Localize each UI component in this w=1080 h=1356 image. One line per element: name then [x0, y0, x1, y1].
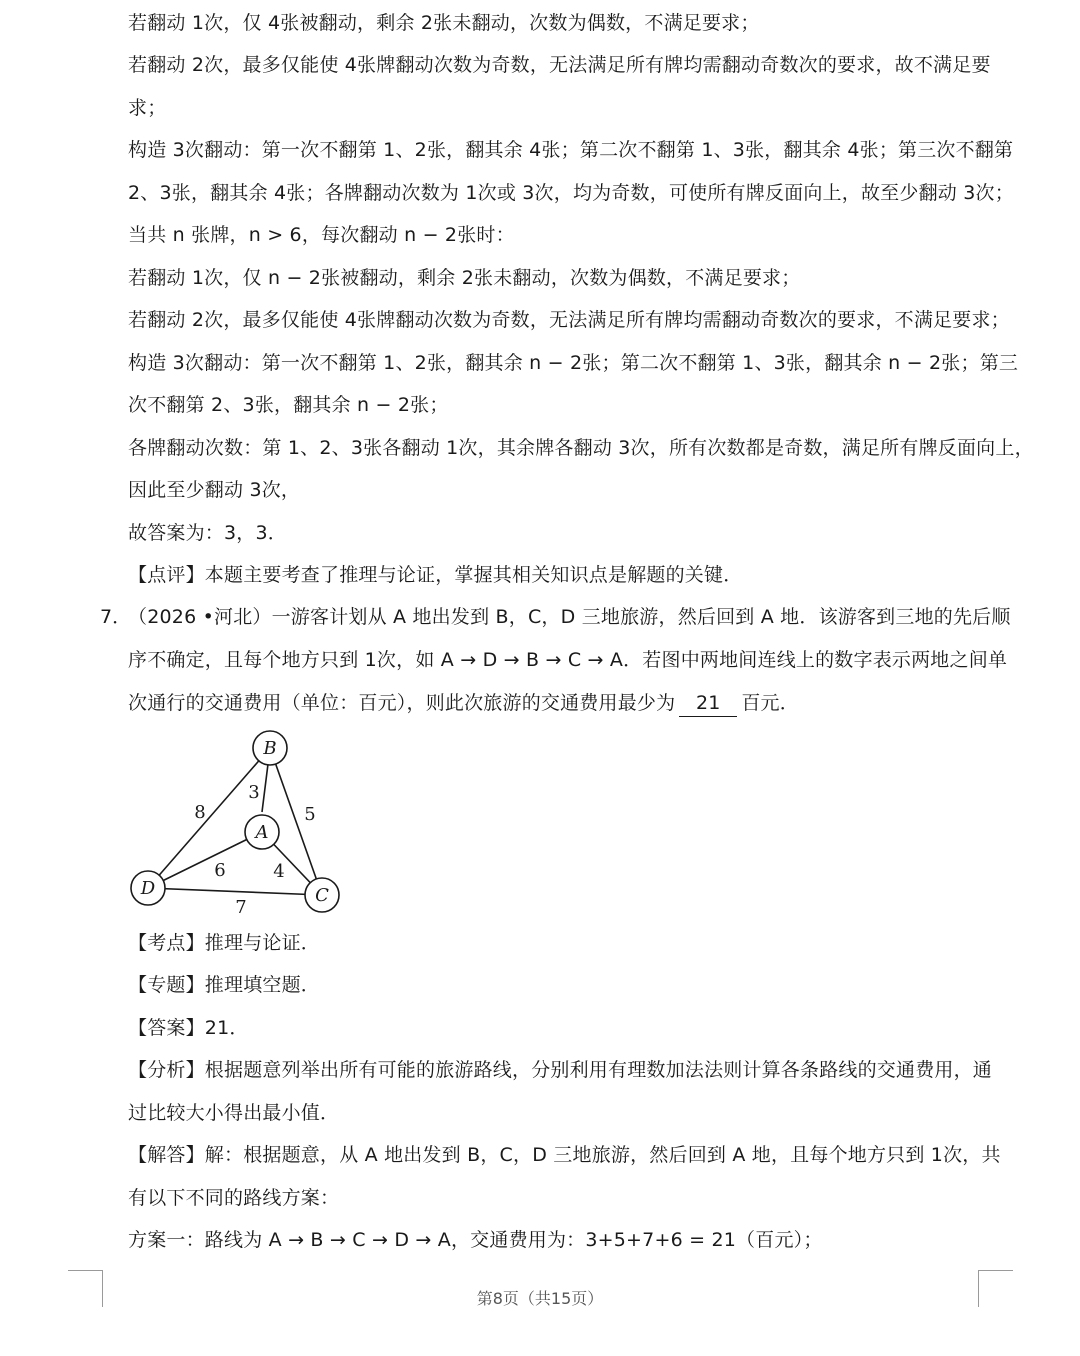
- text-line: 求；: [128, 97, 167, 119]
- text-line: 构造 3次翻动：第一次不翻第 1、2张，翻其余 n − 2张；第二次不翻第 1、3张，翻其余 n − 2张；第三: [128, 352, 1019, 374]
- question-line: （2026 •河北）一游客计划从 A 地出发到 B，C，D 三地旅游，然后回到 A 地．该游客到三地的先后顺: [128, 606, 1011, 628]
- question-line: 序不确定，且每个地方只到 1次，如 A → D → B → C → A．若图中两地间连线上的数字表示两地之间单: [128, 649, 1008, 671]
- text-line: 2、3张，翻其余 4张；各牌翻动次数为 1次或 3次，均为奇数，可使所有牌反面向上，故至少翻动 3次；: [128, 182, 1014, 204]
- text-line: 各牌翻动次数：第 1、2、3张各翻动 1次，其余牌各翻动 3次，所有次数都是奇数，满足所有牌反面向上，: [128, 437, 1034, 459]
- question-line: [128, 690, 988, 717]
- edge-ad-weight: 6: [214, 860, 226, 881]
- question-number: 7．: [100, 606, 132, 628]
- edge-cd-weight: 7: [235, 897, 247, 918]
- edge-ab-weight: 3: [248, 782, 260, 803]
- comment-line: 【点评】本题主要考查了推理与论证，掌握其相关知识点是解题的关键．: [128, 564, 743, 586]
- edge-cd: [148, 888, 322, 895]
- edge-bc-weight: 5: [304, 804, 316, 825]
- page-number-footer: 第8页（共15页）: [476, 1289, 604, 1308]
- solution-line: 有以下不同的路线方案：: [128, 1187, 340, 1209]
- topic: 【专题】推理填空题．: [128, 974, 321, 996]
- text-line: 因此至少翻动 3次，: [128, 479, 301, 501]
- node-d-label: D: [140, 878, 156, 899]
- node-a-label: A: [255, 822, 269, 843]
- answer: 【答案】21．: [128, 1017, 249, 1039]
- route-graph-figure: [124, 728, 350, 918]
- knowledge-point: 【考点】推理与论证．: [128, 932, 321, 954]
- question-unit: 百元．: [741, 692, 799, 714]
- text-line: 次不翻第 2、3张，翻其余 n − 2张；: [128, 394, 449, 416]
- solution-line: 【解答】解：根据题意，从 A 地出发到 B，C，D 三地旅游，然后回到 A 地，且每个地方只到 1次，共: [128, 1144, 1001, 1166]
- text-line: 构造 3次翻动：第一次不翻第 1、2张，翻其余 4张；第二次不翻第 1、3张，翻其余 4张；第三次不翻第: [128, 139, 1014, 161]
- text-line: 若翻动 2次，最多仅能使 4张牌翻动次数为奇数，无法满足所有牌均需翻动奇数次的要求，故不满足要: [128, 54, 991, 76]
- text-line: 若翻动 2次，最多仅能使 4张牌翻动次数为奇数，无法满足所有牌均需翻动奇数次的要求，不满足要求；: [128, 309, 1010, 331]
- question-text: 次通行的交通费用（单位：百元），则此次旅游的交通费用最少为: [128, 692, 676, 714]
- answer-blank: 21: [679, 690, 737, 717]
- text-line: 当共 n 张牌，n > 6，每次翻动 n − 2张时：: [128, 224, 515, 246]
- analysis-line: 【分析】根据题意列举出所有可能的旅游路线，分别利用有理数加法法则计算各条路线的交通费用，通: [128, 1059, 993, 1081]
- text-line: 故答案为：3，3．: [128, 522, 287, 544]
- edge-ac-weight: 4: [273, 861, 285, 882]
- node-c-label: C: [315, 885, 329, 906]
- analysis-line: 过比较大小得出最小值．: [128, 1102, 340, 1124]
- edge-ad: [148, 832, 262, 888]
- text-line: 若翻动 1次，仅 n − 2张被翻动，剩余 2张未翻动，次数为偶数，不满足要求；: [128, 267, 801, 289]
- node-b-label: B: [263, 738, 277, 759]
- text-line: 若翻动 1次，仅 4张被翻动，剩余 2张未翻动，次数为偶数，不满足要求；: [128, 12, 760, 34]
- solution-line: 方案一：路线为 A → B → C → D → A，交通费用为：3+5+7+6 = 21（百元）；: [128, 1229, 823, 1251]
- edge-bd-weight: 8: [194, 802, 206, 823]
